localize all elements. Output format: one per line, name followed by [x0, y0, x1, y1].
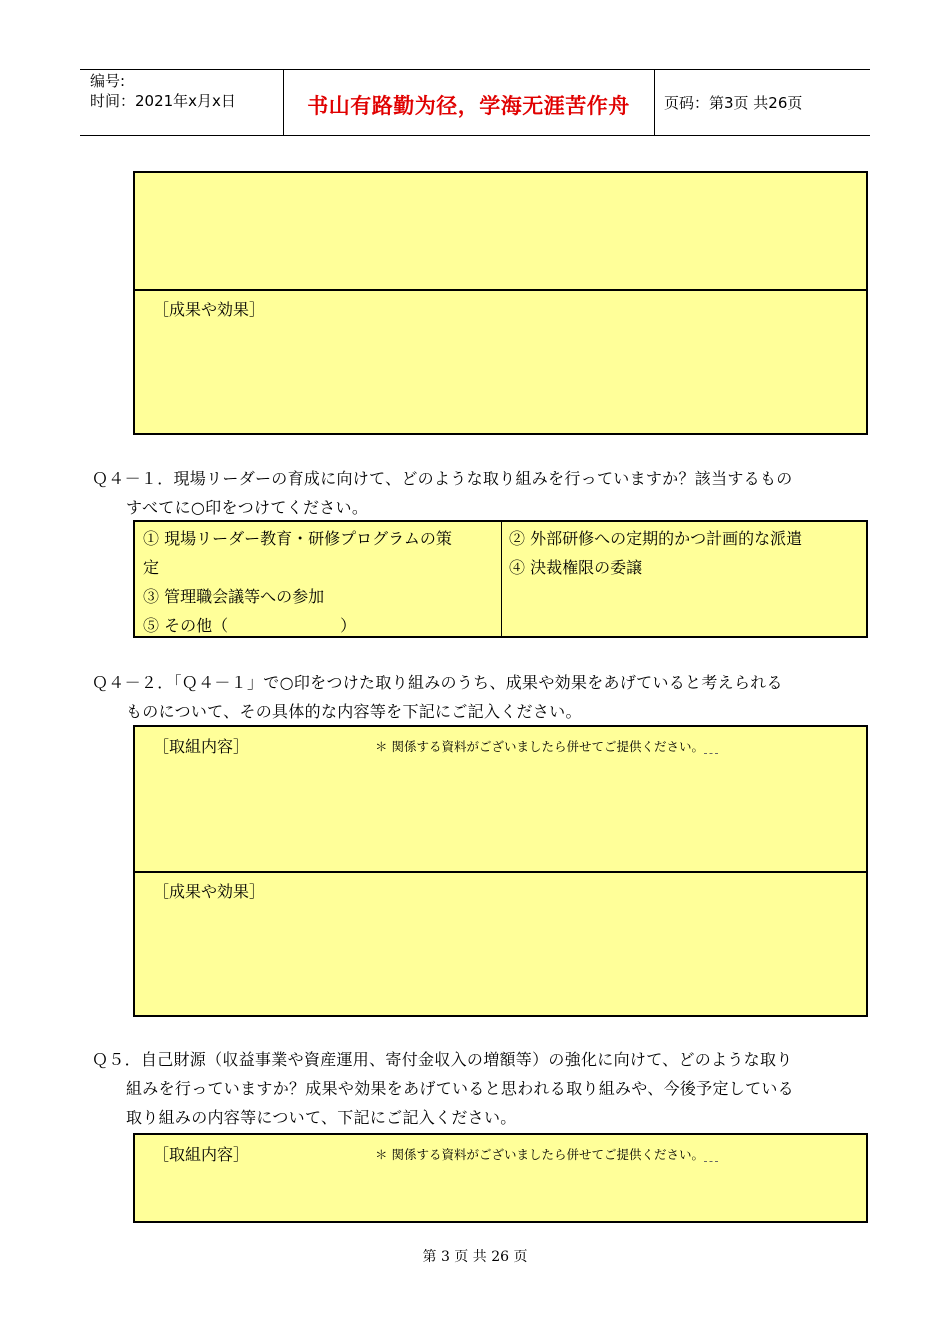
attachment-note: ＊ 関係する資料がございましたら併せてご提供ください。: [375, 1145, 718, 1163]
answer-box-q5[interactable]: [133, 1133, 868, 1223]
option-1-cont[interactable]: [143, 553, 159, 582]
question-q5: [92, 1045, 872, 1132]
header-page-info: 页码：第3页 共26页: [664, 94, 803, 112]
content-label: ［取組内容］: [153, 1145, 250, 1164]
question-text-line: 組みを行っていますか？成果や効果をあげていると思われる取り組みや、今後予定している: [126, 1079, 794, 1098]
question-text-line: Ｑ４－２．「Ｑ４－１」で○印をつけた取り組みのうち、成果や効果をあげていると考えられる: [92, 673, 783, 692]
question-q4-2: [92, 668, 872, 726]
header-time: 时间：2021年x月x日: [90, 92, 236, 110]
question-text-line: ものについて、その具体的な内容等を下記にご記入ください。: [126, 702, 582, 721]
result-label: ［成果や効果］: [153, 300, 266, 319]
option-3[interactable]: [143, 582, 324, 611]
header-bottom-rule: [80, 135, 870, 136]
header-meta: [90, 71, 236, 111]
box-divider: [135, 871, 866, 873]
option-5[interactable]: [143, 611, 356, 640]
option-5-text: ⑤ その他（ ）: [143, 616, 357, 635]
page-footer: 第 3 页 共 26 页: [422, 1249, 528, 1265]
option-1-text: ① 現場リーダー教育・研修プログラムの策: [143, 529, 452, 548]
result-label: ［成果や効果］: [153, 882, 266, 901]
option-1-text-cont: 定: [143, 558, 160, 577]
header-divider-right: [654, 69, 655, 136]
attachment-note: ＊ 関係する資料がございましたら併せてご提供ください。: [375, 737, 718, 755]
header-number: 编号:: [90, 72, 126, 90]
option-2-text: ② 外部研修への定期的かつ計画的な派遣: [509, 529, 803, 548]
option-1[interactable]: [143, 524, 452, 553]
content-label: ［取組内容］: [153, 737, 250, 756]
answer-box-top[interactable]: [133, 171, 868, 435]
question-text-line: Ｑ５．自己財源（収益事業や資産運用、寄付金収入の増額等）の強化に向けて、どのような取り: [92, 1050, 793, 1069]
question-text-line: すべてに○印をつけてください。: [126, 498, 369, 517]
question-q4-1: [92, 464, 872, 522]
options-column-divider: [501, 522, 502, 636]
option-2[interactable]: [509, 524, 802, 553]
header-top-rule: [80, 69, 870, 70]
question-text-line: 取り組みの内容等について、下記にご記入ください。: [126, 1108, 517, 1127]
option-3-text: ③ 管理職会議等への参加: [143, 587, 325, 606]
box-divider: [135, 289, 866, 291]
option-4[interactable]: [509, 553, 642, 582]
header-motto: 书山有路勤为径，学海无涯苦作舟: [307, 94, 630, 118]
options-table: [133, 520, 868, 638]
answer-box-q4-2[interactable]: [133, 725, 868, 1017]
question-text-line: Ｑ４－１．現場リーダーの育成に向けて、どのような取り組みを行っていますか？該当するもの: [92, 469, 793, 488]
option-4-text: ④ 決裁権限の委譲: [509, 558, 643, 577]
